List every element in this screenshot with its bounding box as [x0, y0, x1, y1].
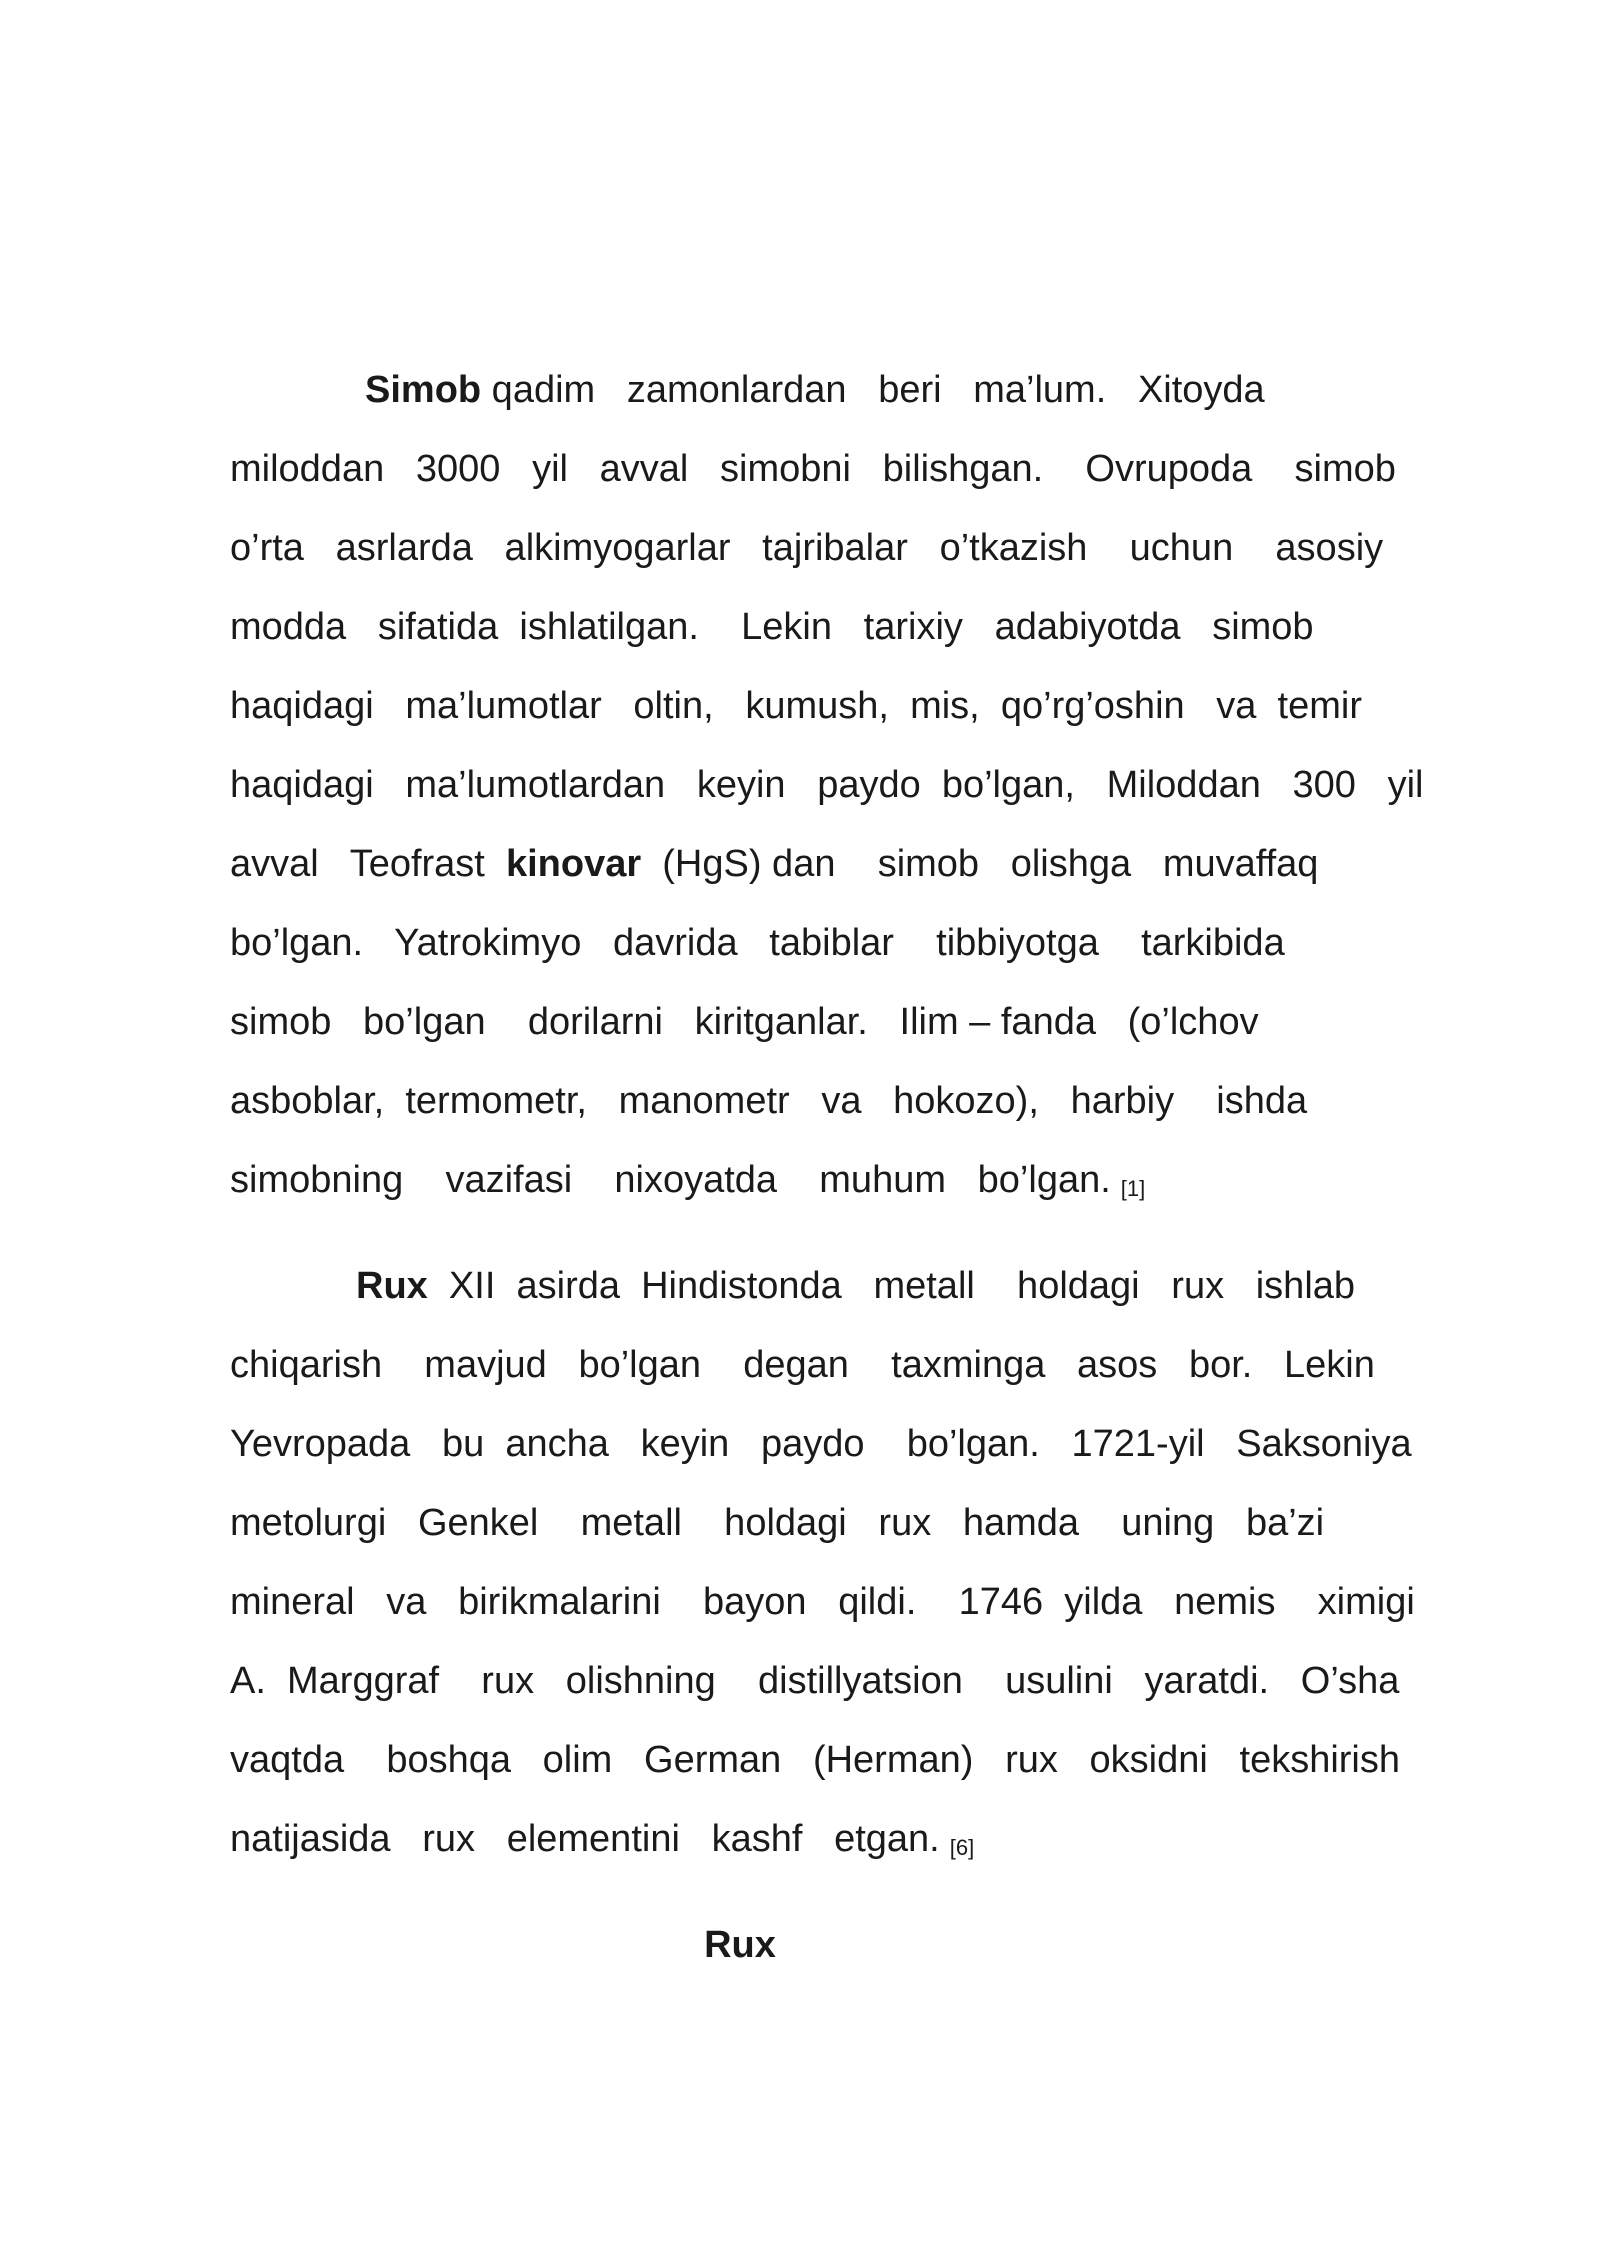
- p2-line-5: mineral va birikmalarini bayon qildi. 1746 yilda nemis ximigi: [230, 1581, 1415, 1623]
- p2-line-8: natijasida rux elementini kashf etgan. [6]: [230, 1818, 975, 1860]
- p1-line-8: bo’lgan. Yatrokimyo davrida tabiblar tibbiyotga tarkibida: [230, 922, 1285, 964]
- p2-line-3: Yevropada bu ancha keyin paydo bo’lgan. 1721-yil Saksoniya: [230, 1423, 1412, 1465]
- p2-lead-word: Rux: [356, 1265, 428, 1307]
- p2-line-2: chiqarish mavjud bo’lgan degan taxminga asos bor. Lekin: [230, 1344, 1375, 1386]
- p2-line-7: vaqtda boshqa olim German (Herman) rux oksidni tekshirish: [230, 1739, 1401, 1781]
- bold-term-kinovar: kinovar: [505, 843, 642, 885]
- p1-line-10: asboblar, termometr, manometr va hokozo), harbiy ishda: [230, 1080, 1308, 1122]
- p1-line-3: o’rta asrlarda alkimyogarlar tajribalar o’tkazish uchun asosiy: [230, 527, 1384, 569]
- section-heading: Rux: [704, 1924, 776, 1966]
- p2-line-1: Rux XII asirda Hindistonda metall holdagi rux ishlab: [356, 1265, 1356, 1307]
- p1-line-7: avval Teofrast kinovar (HgS) dan simob olishga muvaffaq: [230, 843, 1319, 885]
- citation-ref-6: [6]: [949, 1835, 975, 1860]
- p1-lead-word: Simob: [365, 369, 482, 411]
- p1-line-11: simobning vazifasi nixoyatda muhum bo’lgan. [1]: [230, 1159, 1146, 1201]
- p1-line-9: simob bo’lgan dorilarni kiritganlar. Ilim – fanda (o’lchov: [230, 1001, 1259, 1043]
- citation-ref-1: [1]: [1120, 1176, 1146, 1201]
- p1-line-4: modda sifatida ishlatilgan. Lekin tarixiy adabiyotda simob: [230, 606, 1314, 648]
- p1-line-6: haqidagi ma’lumotlardan keyin paydo bo’lgan, Miloddan 300 yil: [230, 764, 1424, 806]
- p2-line-6: A. Marggraf rux olishning distillyatsion usulini yaratdi. O’sha: [230, 1660, 1400, 1702]
- p2-line-4: metolurgi Genkel metall holdagi rux hamda uning ba’zi: [230, 1502, 1325, 1544]
- p1-line-5: haqidagi ma’lumotlar oltin, kumush, mis, qo’rg’oshin va temir: [230, 685, 1363, 727]
- p1-line-1: Simob qadim zamonlardan beri ma’lum. Xitoyda: [365, 369, 1265, 411]
- p1-line-2: miloddan 3000 yil avval simobni bilishgan. Ovrupoda simob: [230, 448, 1396, 490]
